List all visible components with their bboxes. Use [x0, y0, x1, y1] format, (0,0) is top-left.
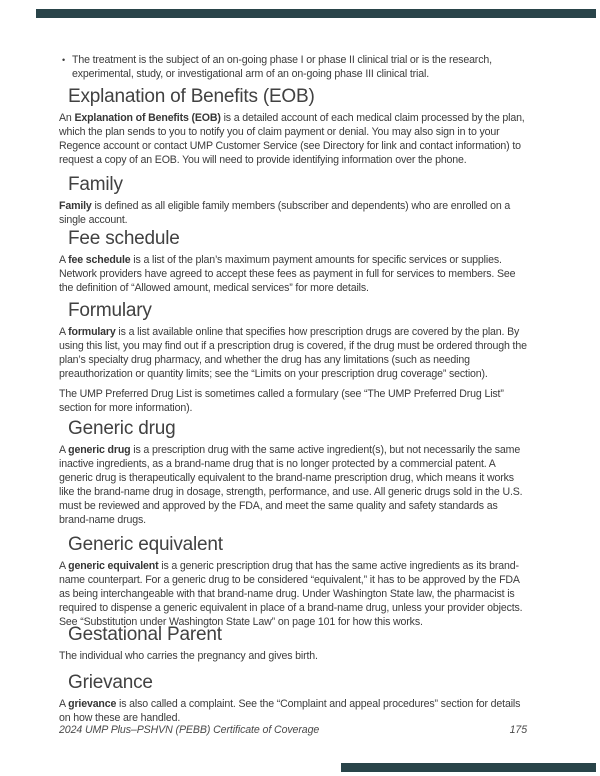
text-run: is a list available online that specifies how prescription drugs are covered by the plan. By using this list, you may find out if a prescription drug is covered, if the drug must be ordered through the plan’s specialty drug pharmacy, and whether the drug has any limitations (such as needing preauthorization or quantity limits; see the “Limits on your prescription drug coverage” section). [59, 326, 527, 380]
glossary-section [59, 227, 527, 301]
paragraph [59, 253, 527, 295]
paragraph [59, 559, 527, 629]
bullet-text: The treatment is the subject of an on-going phase I or phase II clinical trial or is the research, experimental, study, or investigational arm of an on-going phase III clinical trial. [72, 54, 492, 80]
text-run: is a generic prescription drug that has the same active ingredients as its brand-name counterpart. For a generic drug to be considered “equivalent,” it has to be approved by the FDA as being interchangeable with that brand-name drug. Under Washington State law, the pharmacist is required to dispense a generic equivalent in place of a brand-name drug, unless your provider objects. See “Substitution under Washington State Law” on page 101 for how this works. [59, 560, 523, 628]
text-run: is a list of the plan’s maximum payment amounts for specific services or supplies. Network providers have agreed to accept these fees as payment in full for services to members. See the definition of “Allowed amount, medical services” for more details. [59, 254, 516, 294]
page-top-rule [36, 9, 596, 18]
term-bold: generic equivalent [68, 560, 159, 572]
glossary-section [59, 173, 527, 233]
section-heading: Grievance [68, 672, 153, 693]
glossary-section [59, 85, 527, 173]
section-heading: Formulary [68, 300, 152, 321]
text-run: A [59, 326, 69, 338]
footer-page-number: 175 [509, 724, 527, 736]
paragraph [59, 111, 527, 167]
footer-document-title: 2024 UMP Plus–PSHVN (PEBB) Certificate of Coverage [59, 724, 320, 736]
paragraph [59, 649, 527, 663]
text-run: A [59, 444, 69, 456]
section-heading: Generic equivalent [68, 534, 223, 555]
text-run: The UMP Preferred Drug List is sometimes called a formulary (see “The UMP Preferred Drug List” section for more information). [59, 388, 504, 414]
section-heading: Family [68, 174, 123, 195]
paragraph [59, 199, 527, 227]
page-bottom-rule [341, 763, 596, 772]
text-run: An [59, 112, 75, 124]
paragraph [59, 697, 527, 725]
text-run: A [59, 254, 69, 266]
bullet-icon: • [62, 55, 66, 65]
term-bold: formulary [68, 326, 116, 338]
paragraph [59, 325, 527, 381]
text-run: is also called a complaint. See the “Complaint and appeal procedures” section for details on how these are handled. [59, 698, 521, 724]
term-bold: Explanation of Benefits (EOB) [74, 112, 221, 124]
glossary-section [59, 671, 527, 731]
term-bold: generic drug [68, 444, 131, 456]
section-heading: Gestational Parent [68, 624, 222, 645]
text-run: is defined as all eligible family members (subscriber and dependents) who are enrolled on a single account. [59, 200, 511, 226]
text-run: is a prescription drug with the same active ingredient(s), but not necessarily the same inactive ingredients, as a brand-name drug that is no longer protected by a commercial patent. A generic drug is therapeutically equivalent to the brand-name prescription drug, which means it works like the brand-name drug in dosage, strength, performance, and use. All generic drugs sold in the U.S. must be reviewed and approved by the FDA, and meet the same quality and safety standards as brand-name drugs. [59, 444, 523, 526]
text-run: A [59, 560, 69, 572]
section-heading: Generic drug [68, 418, 176, 439]
page-footer [59, 724, 527, 737]
paragraph [59, 387, 527, 415]
term-bold: fee schedule [68, 254, 131, 266]
term-bold: Family [59, 200, 92, 212]
glossary-section [59, 417, 527, 533]
text-run: A [59, 698, 69, 710]
bullet-list-item [62, 53, 528, 81]
glossary-section [59, 299, 527, 421]
glossary-section [59, 533, 527, 635]
section-heading: Explanation of Benefits (EOB) [68, 86, 315, 107]
paragraph [59, 443, 527, 527]
text-run: is a detailed account of each medical claim processed by the plan, which the plan sends to you to notify you of claim payment or denial. You may also sign in to your Regence account or contact UMP Customer Service (see Directory for link and contact information) to request a copy of an EOB. You will need to provide identifying information over the phone. [59, 112, 525, 166]
section-heading: Fee schedule [68, 228, 180, 249]
glossary-section [59, 623, 527, 669]
term-bold: grievance [68, 698, 117, 710]
text-run: The individual who carries the pregnancy and gives birth. [59, 650, 318, 662]
